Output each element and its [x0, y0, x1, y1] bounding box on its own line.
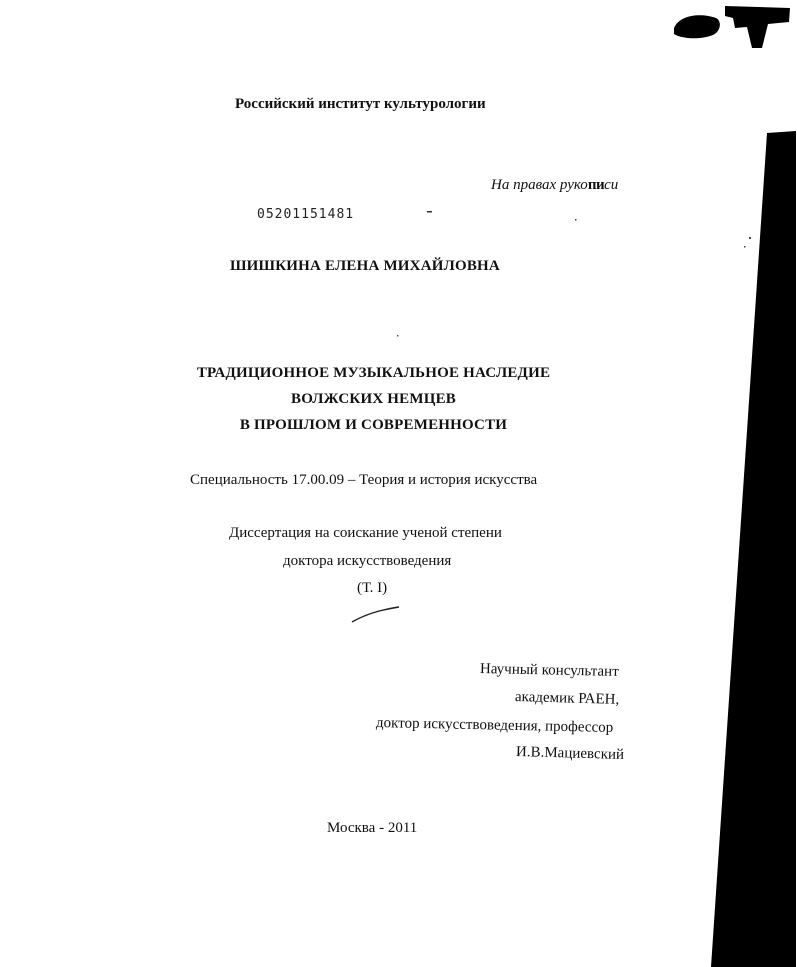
institute-name: Российский институт культурологии	[235, 96, 486, 112]
ink-blot-2	[725, 6, 790, 48]
consultant-label: Научный консультант	[479, 661, 619, 680]
manuscript-rights-prefix: На правах руко	[491, 177, 588, 193]
registration-code: 05201151481	[257, 207, 355, 222]
manuscript-rights-suffix: си	[604, 177, 619, 193]
dissertation-title-line-1: ТРАДИЦИОННОЕ МУЗЫКАЛЬНОЕ НАСЛЕДИЕ	[196, 365, 551, 381]
consultant-name: И.В.Мациевский	[515, 744, 625, 764]
place-and-year: Москва - 2011	[327, 820, 418, 836]
binding-edge	[711, 131, 796, 967]
degree-line-1: Диссертация на соискание ученой степени	[229, 525, 502, 541]
pen-stroke	[352, 607, 399, 622]
degree-line-2: доктора искусствоведения	[283, 553, 452, 569]
specialty: Специальность 17.00.09 – Теория и история искусства	[190, 472, 538, 488]
manuscript-rights	[491, 178, 618, 193]
consultant-degree: доктор искусствоведения, профессор	[375, 715, 614, 736]
manuscript-rights-distorted: пи	[587, 177, 605, 193]
volume-number: (Т. I)	[357, 580, 388, 596]
consultant-title: академик РАЕН,	[514, 689, 620, 708]
dissertation-title-line-2: ВОЛЖСКИХ НЕМЦЕВ	[290, 391, 457, 407]
ink-blot	[674, 15, 720, 38]
author-name: ШИШКИНА ЕЛЕНА МИХАЙЛОВНА	[230, 258, 500, 274]
dissertation-title-line-3: В ПРОШЛОМ И СОВРЕМЕННОСТИ	[239, 417, 508, 433]
